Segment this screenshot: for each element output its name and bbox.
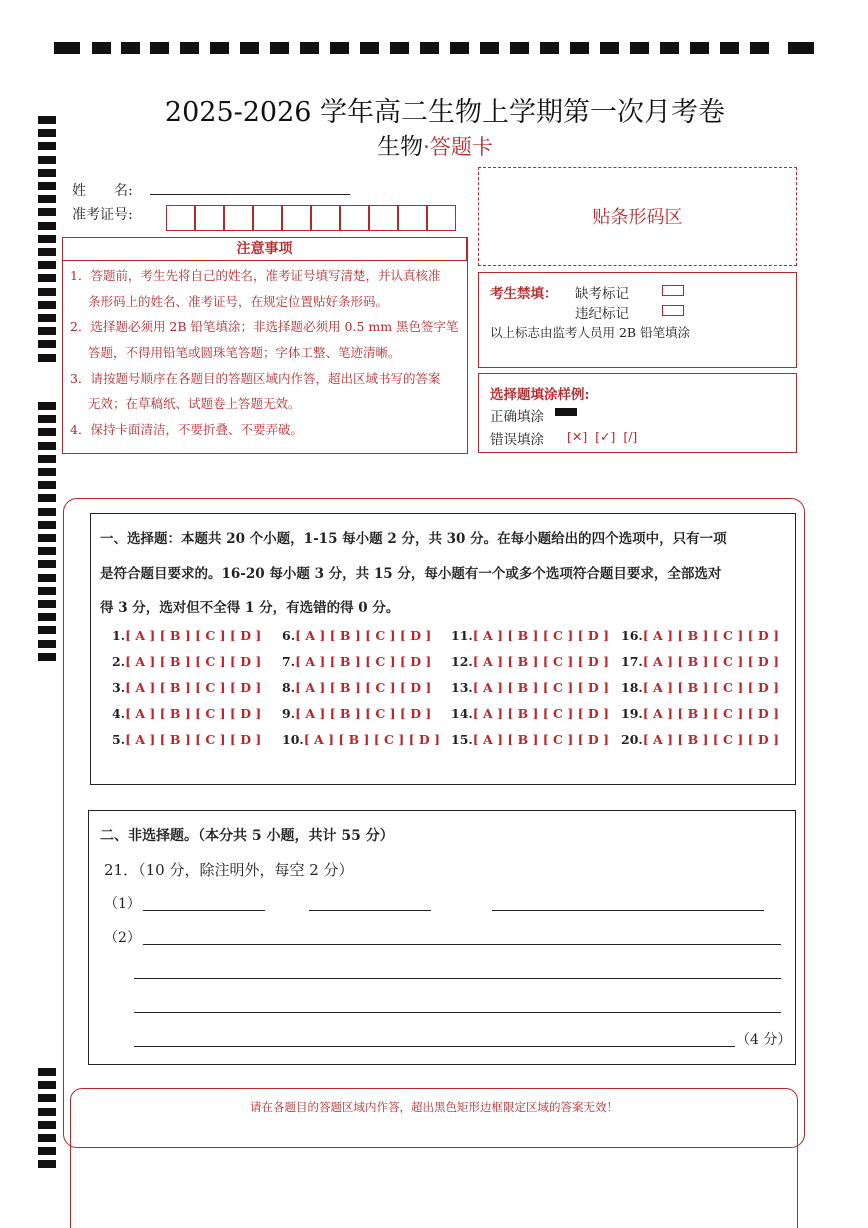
choice-question[interactable] [451, 628, 609, 643]
timing-mark [38, 468, 56, 476]
choice-question[interactable] [621, 680, 779, 695]
timing-mark [38, 1134, 56, 1142]
timing-mark [92, 42, 111, 54]
timing-mark [540, 42, 559, 54]
timing-mark [38, 354, 56, 362]
correct-fill-sample [555, 408, 577, 416]
answer-line[interactable] [134, 1046, 735, 1047]
choice-question[interactable] [112, 706, 261, 721]
nonchoice-title: 二、非选择题。（本分共 5 小题，共计 55 分） [100, 828, 394, 844]
choice-question[interactable] [451, 680, 609, 695]
timing-mark [38, 626, 56, 634]
name-label: 姓 名: [72, 183, 133, 199]
timing-mark [38, 248, 56, 256]
timing-mark [38, 613, 56, 621]
timing-mark [38, 402, 56, 410]
note-line: 1．答题前，考生先将自己的姓名，准考证号填写清楚，并认真核准 [70, 268, 441, 283]
subtitle-dot: · [423, 135, 430, 159]
timing-mark [38, 301, 56, 309]
choice-question[interactable] [112, 732, 261, 747]
timing-mark [300, 42, 319, 54]
timing-mark [38, 261, 56, 269]
choice-question[interactable] [282, 654, 431, 669]
choice-question[interactable] [112, 680, 261, 695]
timing-mark [570, 42, 589, 54]
timing-mark [38, 428, 56, 436]
answer-options[interactable]: [ A ] [ B ] [ C ] [ D ] [472, 706, 609, 721]
timing-mark [480, 42, 499, 54]
question-number: 3. [112, 680, 126, 695]
note-line: 4．保持卡面清洁，不要折叠、不要弄破。 [70, 422, 303, 437]
note-line: 2．选择题必须用 2B 铅笔填涂；非选择题必须用 0.5 mm 黑色签字笔 [70, 319, 459, 334]
choice-instructions-line1: 一、选择题：本题共 20 个小题，1-15 每小题 2 分，共 30 分。在每小题给出的四个选项中，只有一项 [100, 531, 727, 547]
question-number: 1. [112, 628, 126, 643]
answer-options[interactable]: [ A ] [ B ] [ C ] [ D ] [472, 628, 609, 643]
timing-mark [690, 42, 709, 54]
answer-options[interactable]: [ A ] [ B ] [ C ] [ D ] [295, 628, 432, 643]
violation-mark-box[interactable] [662, 305, 684, 316]
answer-line[interactable] [134, 978, 781, 979]
timing-mark [390, 42, 409, 54]
id-digit-box[interactable] [253, 205, 282, 231]
timing-mark [38, 169, 56, 177]
timing-mark [38, 340, 56, 348]
timing-mark [38, 195, 56, 203]
answer-options[interactable]: [ A ] [ B ] [ C ] [ D ] [125, 732, 262, 747]
timing-mark [270, 42, 289, 54]
timing-mark [38, 327, 56, 335]
answer-options[interactable]: [ A ] [ B ] [ C ] [ D ] [125, 654, 262, 669]
answer-options[interactable]: [ A ] [ B ] [ C ] [ D ] [642, 680, 779, 695]
timing-mark [38, 534, 56, 542]
absent-mark-box[interactable] [662, 285, 684, 296]
timing-mark [38, 274, 56, 282]
id-digit-box[interactable] [398, 205, 427, 231]
answer-options[interactable]: [ A ] [ B ] [ C ] [ D ] [642, 654, 779, 669]
question-number: 14. [451, 706, 473, 721]
question-number: 15. [451, 732, 473, 747]
timing-mark [38, 653, 56, 661]
q21-part2-label: （2） [104, 930, 141, 946]
question-number: 6. [282, 628, 296, 643]
question-number: 10. [282, 732, 304, 747]
id-digit-box[interactable] [224, 205, 253, 231]
timing-mark [750, 42, 769, 54]
violation-label: 违纪标记 [575, 306, 629, 322]
question-number: 9. [282, 706, 296, 721]
timing-mark [450, 42, 469, 54]
answer-line[interactable] [143, 944, 781, 945]
wrong-fill-label: 错误填涂 [490, 432, 544, 448]
choice-question[interactable] [282, 680, 431, 695]
timing-mark [38, 547, 56, 555]
answer-options[interactable]: [ A ] [ B ] [ C ] [ D ] [295, 654, 432, 669]
answer-options[interactable]: [ A ] [ B ] [ C ] [ D ] [295, 680, 432, 695]
timing-mark [38, 1147, 56, 1155]
choice-question[interactable] [282, 628, 431, 643]
timing-mark [38, 1081, 56, 1089]
question-number: 4. [112, 706, 126, 721]
choice-instructions-line3: 得 3 分，选对但不全得 1 分，有选错的得 0 分。 [100, 600, 400, 616]
question-number: 16. [621, 628, 643, 643]
question-number: 20. [621, 732, 643, 747]
choice-question[interactable] [282, 706, 431, 721]
id-digit-box[interactable] [195, 205, 224, 231]
footer-warning: 请在各题目的答题区域内作答，超出黑色矩形边框限定区域的答案无效！ [250, 1100, 618, 1114]
timing-mark [38, 560, 56, 568]
fill-example-title: 选择题填涂样例: [490, 387, 590, 403]
timing-mark [38, 1160, 56, 1168]
timing-mark [38, 521, 56, 529]
id-digit-box[interactable] [340, 205, 369, 231]
forbidden-note: 以上标志由监考人员用 2B 铅笔填涂 [490, 325, 691, 340]
timing-mark [38, 222, 56, 230]
timing-mark [38, 208, 56, 216]
timing-mark [54, 42, 80, 54]
id-label: 准考证号: [72, 207, 133, 223]
barcode-label: 贴条形码区 [592, 207, 683, 228]
wrong-fill-samples: [✕] [✓] [/] [567, 429, 638, 444]
q21-part1-label: （1） [104, 896, 141, 912]
question-number: 7. [282, 654, 296, 669]
answer-options[interactable]: [ A ] [ B ] [ C ] [ D ] [303, 732, 440, 747]
answer-options[interactable]: [ A ] [ B ] [ C ] [ D ] [472, 732, 609, 747]
timing-mark [510, 42, 529, 54]
id-digit-box[interactable] [427, 205, 456, 231]
answer-options[interactable]: [ A ] [ B ] [ C ] [ D ] [472, 654, 609, 669]
question-number: 17. [621, 654, 643, 669]
timing-mark [660, 42, 679, 54]
timing-mark [38, 235, 56, 243]
timing-mark [38, 442, 56, 450]
barcode-area [478, 167, 797, 266]
timing-mark [38, 314, 56, 322]
question-number: 12. [451, 654, 473, 669]
timing-mark [420, 42, 439, 54]
timing-mark [38, 574, 56, 582]
answer-options[interactable]: [ A ] [ B ] [ C ] [ D ] [642, 706, 779, 721]
timing-mark [38, 455, 56, 463]
note-line: 条形码上的姓名、准考证号，在规定位置贴好条形码。 [88, 294, 389, 309]
question-number: 8. [282, 680, 296, 695]
note-line: 3．请按题号顺序在各题目的答题区域内作答，超出区域书写的答案 [70, 371, 441, 386]
answer-line[interactable] [143, 910, 265, 911]
score-note: （4 分） [736, 1032, 792, 1048]
timing-mark [38, 182, 56, 190]
timing-mark [38, 508, 56, 516]
subject-label: 生物 [377, 134, 424, 160]
choice-question[interactable] [621, 628, 779, 643]
timing-mark [38, 415, 56, 423]
card-subtitle [0, 128, 868, 161]
answer-card-label: 答题卡 [429, 135, 493, 159]
choice-question[interactable] [621, 732, 779, 747]
id-digit-box[interactable] [282, 205, 311, 231]
nonchoice-section-box [88, 810, 796, 1065]
timing-mark [38, 587, 56, 595]
note-line: 答题，不得用铅笔或圆珠笔答题；字体工整、笔迹清晰。 [88, 345, 401, 360]
choice-question[interactable] [621, 654, 779, 669]
timing-mark [720, 42, 739, 54]
exam-title: 2025-2026 学年高二生物上学期第一次月考卷 [164, 97, 726, 128]
choice-question[interactable] [451, 732, 609, 747]
answer-options[interactable]: [ A ] [ B ] [ C ] [ D ] [472, 680, 609, 695]
name-field[interactable] [150, 194, 350, 195]
timing-mark [38, 600, 56, 608]
forbidden-title: 考生禁填： [490, 286, 558, 302]
choice-question[interactable] [451, 654, 609, 669]
id-digit-box[interactable] [369, 205, 398, 231]
timing-mark [330, 42, 349, 54]
answer-options[interactable]: [ A ] [ B ] [ C ] [ D ] [125, 706, 262, 721]
timing-mark [38, 494, 56, 502]
timing-mark [360, 42, 379, 54]
timing-mark [630, 42, 649, 54]
timing-mark [210, 42, 229, 54]
timing-mark [121, 42, 140, 54]
notes-title: 注意事项 [62, 237, 467, 261]
choice-question[interactable] [112, 628, 261, 643]
timing-mark [38, 1094, 56, 1102]
question-number: 18. [621, 680, 643, 695]
choice-instructions-line2: 是符合题目要求的。16-20 每小题 3 分，共 15 分，每小题有一个或多个选项符合题目要求，全部选对 [100, 566, 722, 582]
timing-mark [38, 288, 56, 296]
answer-line[interactable] [309, 910, 431, 911]
timing-mark [240, 42, 259, 54]
question-number: 5. [112, 732, 126, 747]
timing-mark [180, 42, 199, 54]
timing-mark [38, 1108, 56, 1116]
timing-mark [600, 42, 619, 54]
answer-options[interactable]: [ A ] [ B ] [ C ] [ D ] [125, 628, 262, 643]
timing-mark [38, 1068, 56, 1076]
answer-options[interactable]: [ A ] [ B ] [ C ] [ D ] [642, 628, 779, 643]
absent-label: 缺考标记 [575, 286, 629, 302]
note-line: 无效；在草稿纸、试题卷上答题无效。 [88, 396, 301, 411]
choice-question[interactable] [112, 654, 261, 669]
question-number: 13. [451, 680, 473, 695]
question-number: 11. [451, 628, 473, 643]
q21-header: 21．（10 分，除注明外，每空 2 分） [104, 861, 354, 879]
timing-mark [38, 1121, 56, 1129]
id-digit-box[interactable] [166, 205, 195, 231]
answer-line[interactable] [134, 1012, 781, 1013]
answer-options[interactable]: [ A ] [ B ] [ C ] [ D ] [125, 680, 262, 695]
choice-question[interactable] [282, 732, 440, 747]
id-digit-box[interactable] [311, 205, 340, 231]
timing-mark [38, 640, 56, 648]
choice-question[interactable] [621, 706, 779, 721]
timing-mark [38, 481, 56, 489]
choice-question[interactable] [451, 706, 609, 721]
correct-fill-label: 正确填涂 [490, 409, 544, 425]
timing-mark [150, 42, 169, 54]
answer-options[interactable]: [ A ] [ B ] [ C ] [ D ] [642, 732, 779, 747]
answer-line[interactable] [492, 910, 764, 911]
question-number: 19. [621, 706, 643, 721]
timing-mark [788, 42, 814, 54]
answer-options[interactable]: [ A ] [ B ] [ C ] [ D ] [295, 706, 432, 721]
question-number: 2. [112, 654, 126, 669]
